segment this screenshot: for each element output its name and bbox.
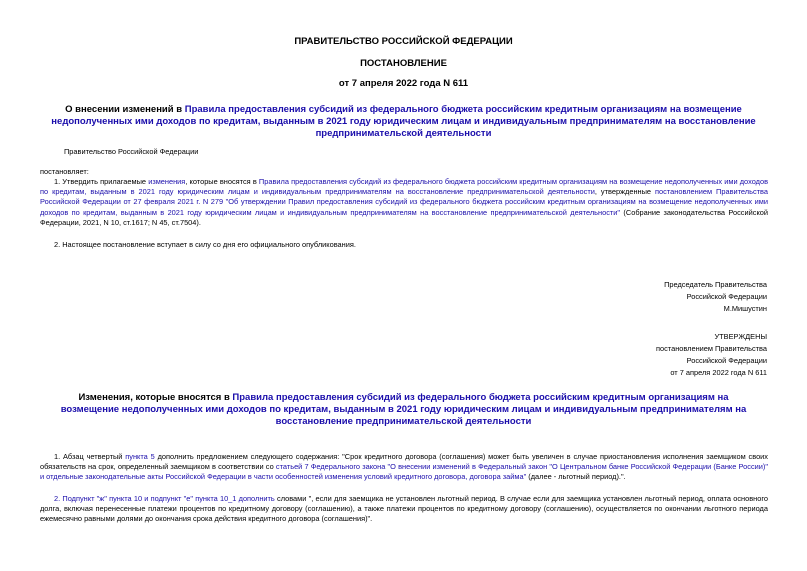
org-header: ПРАВИТЕЛЬСТВО РОССИЙСКОЙ ФЕДЕРАЦИИ	[294, 36, 513, 47]
point-5-link[interactable]: пункта 5	[125, 452, 155, 461]
changes-link[interactable]: изменения	[148, 177, 186, 186]
approved-by: постановлением Правительства	[656, 344, 767, 353]
subpoints-link[interactable]: 2. Подпункт "ж" пункта 10 и подпункт "е" пункта 10_1 дополнить	[54, 494, 275, 503]
c1-text-b: дополнить предложением следующего содержания: "Срок кредитного договора (соглашения) может быть увеличен в случае приостановления исполнения заемщиком своих обязательств на срок, определенный заемщиком в соответствии со	[40, 452, 768, 472]
c1-text-a: 1. Абзац четвертый	[54, 452, 126, 461]
p1-text-a: 1. Утвердить прилагаемые	[54, 177, 149, 186]
signature-block	[664, 279, 767, 315]
change-item-1	[40, 452, 768, 483]
signature-position: Председатель Правительства	[664, 280, 767, 289]
changes-rules-link[interactable]: Правила предоставления субсидий из федерального бюджета российским кредитным организациям на возмещение недополученных ими доходов по кредитам, выданным в 2021 году юридическим лицам и индивидуальным предпринимателям на восстановление предпринимательской деятельности	[60, 392, 747, 427]
changes-title	[60, 392, 747, 428]
p1-text-b: , которые вносятся в	[185, 177, 259, 186]
signature-name: М.Мишустин	[723, 304, 767, 313]
p1-text-c: , утвержденные	[594, 187, 656, 197]
government-line: Правительство Российской Федерации	[64, 147, 199, 156]
rules-link[interactable]: Правила предоставления субсидий из федерального бюджета российским кредитным организациям на возмещение недополученных ими доходов по кредитам, выданным в 2021 году юридическим лицам и индивидуальным предпринимателям на восстановление предпринимательской деятельности	[51, 104, 756, 139]
doc-title	[30, 104, 777, 140]
decree-279-link[interactable]: постановлением Правительства Российской Федерации от 27 февраля 2021 г. N 279 "Об утверждении Правил предоставления субсидий из федерального бюджета российским кредитным организациям на возмещение недополученных ими доходов по кредитам, выданным в 2021 году юридическим лицам и индивидуальным предпринимателям на восстановление предпринимательской деятельности"	[40, 187, 768, 217]
doc-date-number: от 7 апреля 2022 года N 611	[338, 78, 469, 89]
paragraph-1	[40, 177, 768, 228]
p1-text-d: (Собрание законодательства Российской Федерации, 2021, N 10, ст.1617; N 45, ст.7504).	[40, 207, 768, 227]
doc-type: ПОСТАНОВЛЕНИЕ	[360, 58, 447, 69]
title-prefix: О внесении изменений в	[65, 104, 185, 115]
approved-block	[656, 331, 767, 379]
approved-country: Российской Федерации	[686, 356, 767, 365]
rules-link-2[interactable]: Правила предоставления субсидий из федерального бюджета российским кредитным организациям на возмещение недополученных ими доходов по кредитам, выданным в 2021 году юридическим лицам и индивидуальным предпринимателям на восстановление предпринимательской деятельности	[40, 177, 768, 197]
decides-line: постановляет:	[40, 167, 89, 176]
signature-country: Российской Федерации	[686, 292, 767, 301]
paragraph-2: 2. Настоящее постановление вступает в силу со дня его официального опубликования.	[54, 240, 356, 249]
changes-title-prefix: Изменения, которые вносятся в	[78, 392, 233, 403]
approved-label: УТВЕРЖДЕНЫ	[714, 332, 767, 341]
c2-text-a: словами ", если для заемщика не установлен льготный период. В случае если для заемщика установлен льготный период, оплата основного долга, включая перенесенные платежи процентов по кредитному договору (соглашению), а также платежи процентов по кредитному договору (соглашению), осуществляется по окончании льготного периода ежемесячно равными долями до окончания срока действия кредитного договора (соглашения)".	[40, 494, 768, 524]
c1-text-c: (далее - льготный период).".	[526, 472, 626, 482]
federal-law-article-7-link[interactable]: статьей 7 Федерального закона "О внесении изменений в Федеральный закон "О Центральном банке Российской Федерации (Банке России)" и отдельные законодательные акты Российской Федерации в части особенностей изменения условий кредитного договора, договора займа"	[40, 462, 768, 482]
approved-date: от 7 апреля 2022 года N 611	[670, 368, 767, 377]
change-item-2	[40, 494, 768, 525]
